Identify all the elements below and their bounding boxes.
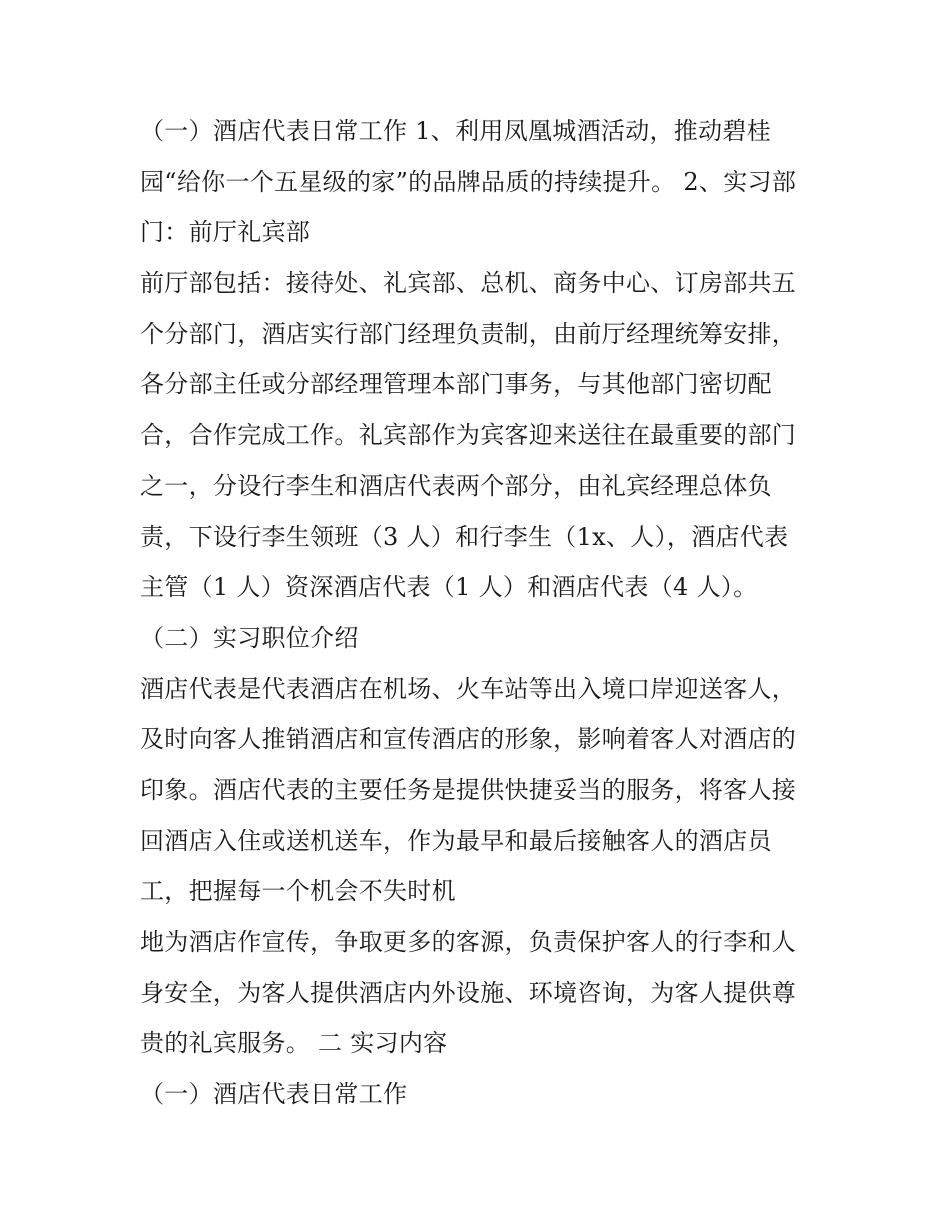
text-line: 前厅部包括：接待处、礼宾部、总机、商务中心、订房部共五 bbox=[140, 269, 797, 298]
section-heading: （一）酒店代表日常工作 bbox=[140, 1080, 408, 1109]
text-line: 合，合作完成工作。礼宾部作为宾客迎来送往在最重要的部门 bbox=[140, 421, 797, 450]
text-line: 各分部主任或分部经理管理本部门事务，与其他部门密切配 bbox=[140, 370, 772, 399]
text-line: 个分部门，酒店实行部门经理负责制，由前厅经理统筹安排， bbox=[140, 319, 797, 348]
text-line: 回酒店入住或送机送车，作为最早和最后接触客人的酒店员 bbox=[140, 826, 772, 855]
text-line: 酒店代表是代表酒店在机场、火车站等出入境口岸迎送客人， bbox=[140, 674, 797, 703]
text-line: 园“给你一个五星级的家”的品牌品质的持续提升。 2、实习部 bbox=[140, 167, 797, 196]
text-line: 主管（1 人）资深酒店代表（1 人）和酒店代表（4 人）。 bbox=[140, 573, 758, 602]
text-line: 责，下设行李生领班（3 人）和行李生（1x、人），酒店代表 bbox=[140, 522, 789, 551]
text-line: 门：前厅礼宾部 bbox=[140, 218, 311, 247]
text-line: 贵的礼宾服务。 二 实习内容 bbox=[140, 1029, 448, 1058]
text-line: 印象。酒店代表的主要任务是提供快捷妥当的服务，将客人接 bbox=[140, 775, 797, 804]
text-line: 之一，分设行李生和酒店代表两个部分，由礼宾经理总体负 bbox=[140, 471, 772, 500]
text-line: 工，把握每一个机会不失时机 bbox=[140, 877, 456, 906]
text-line: 身安全，为客人提供酒店内外设施、环境咨询，为客人提供尊 bbox=[140, 978, 797, 1007]
section-heading: （二）实习职位介绍 bbox=[140, 623, 359, 652]
text-line: （一）酒店代表日常工作 1、利用凤凰城酒活动，推动碧桂 bbox=[140, 117, 771, 145]
text-line: 地为酒店作宣传，争取更多的客源，负责保护客人的行李和人 bbox=[140, 928, 797, 956]
text-line: 及时向客人推销酒店和宣传酒店的形象，影响着客人对酒店的 bbox=[140, 725, 797, 754]
body-text bbox=[140, 106, 820, 1120]
